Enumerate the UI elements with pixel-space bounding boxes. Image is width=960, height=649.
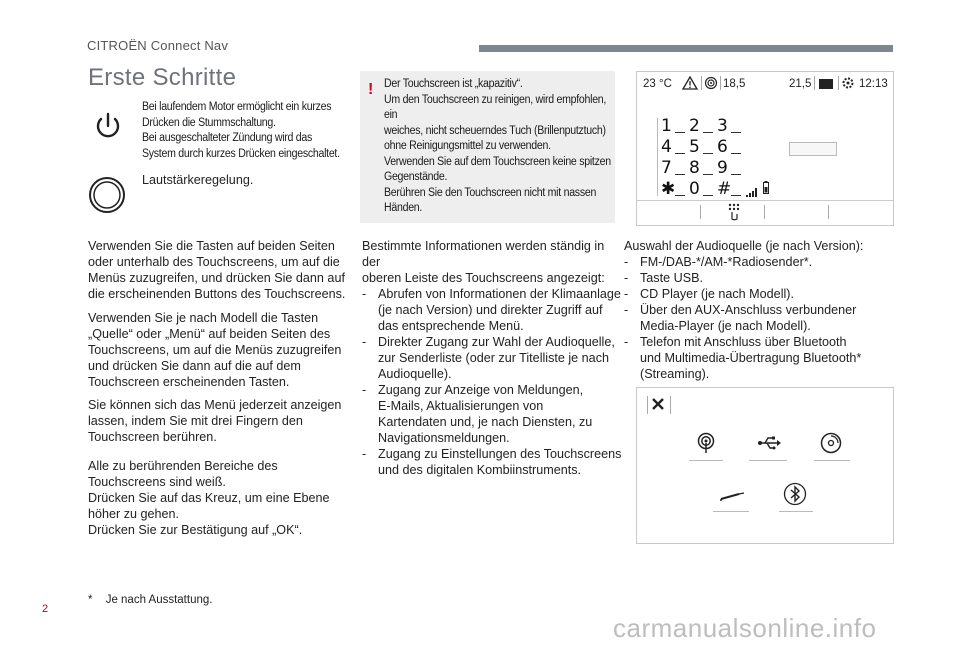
key-label: 9 xyxy=(717,158,728,178)
number-display-field xyxy=(789,142,837,156)
text-line: die erscheinenden Buttons des Touchscreens. xyxy=(88,287,346,301)
text-line: Telefon mit Anschluss über Bluetooth xyxy=(640,335,847,349)
clock: 12:13 xyxy=(859,78,888,90)
touchscreen-keypad-illustration xyxy=(636,71,894,226)
text-line: Verwenden Sie die Tasten auf beiden Seiten xyxy=(88,239,335,253)
warning-line: Gegenstände. xyxy=(384,171,448,183)
close-icon xyxy=(651,397,665,416)
text-line: Abrufen von Informationen der Klimaanlage xyxy=(378,287,621,301)
running-header: CITROËN Connect Nav xyxy=(87,38,229,53)
footnote-text: Je nach Ausstattung. xyxy=(105,594,213,606)
text-line: oberen Leiste des Touchscreens angezeigt: xyxy=(362,271,605,285)
radio-icon xyxy=(704,76,718,95)
key-2 xyxy=(689,116,700,136)
warning-line: Um den Touchscreen zu reinigen, wird empfohlen, ein xyxy=(384,93,607,121)
key-label: 0 xyxy=(689,179,700,199)
audio-source-list xyxy=(624,254,894,382)
list-item: - Telefon mit Anschluss über Bluetooth und Multimedia-Übertragung Bluetooth* (Streaming). xyxy=(624,334,894,382)
text-line: Über den AUX-Anschluss verbundener xyxy=(640,303,857,317)
warning-line: ohne Reinigungsmittel zu verwenden. xyxy=(384,140,551,152)
key-label: 8 xyxy=(689,158,700,178)
left-paragraph-1 xyxy=(88,238,350,302)
volume-label: Lautstärkeregelung. xyxy=(142,173,254,187)
volume-knob-icon xyxy=(88,176,126,214)
footnote-mark: * xyxy=(88,594,93,606)
text-line: Auswahl der Audioquelle (je nach Version): xyxy=(624,239,864,253)
text-line: Alle zu berührenden Bereiche des xyxy=(88,459,278,473)
power-line: Drücken die Stummschaltung. xyxy=(142,116,276,129)
cd-icon xyxy=(820,432,842,459)
touchscreen-source-illustration xyxy=(636,387,894,544)
text-line: Touchscreens, um auf die Menüs zuzugreifen xyxy=(88,343,342,357)
list-item: - Über den AUX-Anschluss verbundener Media-Player (je nach Modell). xyxy=(624,302,894,334)
text-line: Touchscreens sind weiß. xyxy=(88,475,226,489)
text-line: Drücken Sie auf das Kreuz, um eine Ebene xyxy=(88,491,330,505)
power-line: Bei ausgeschalteter Zündung wird das xyxy=(142,132,313,144)
page-title: Erste Schritte xyxy=(88,64,237,91)
icon-underline xyxy=(689,460,723,461)
key-star xyxy=(661,179,675,199)
key-label: 1 xyxy=(661,116,672,136)
temperature-value-left: 18,5 xyxy=(723,78,746,90)
bottom-separator xyxy=(700,205,701,219)
messages-icon xyxy=(818,77,834,95)
text-line: lassen, indem Sie mit drei Fingern den xyxy=(88,414,303,428)
text-line: Navigationsmeldungen. xyxy=(378,431,510,445)
radio-icon xyxy=(695,432,717,459)
list-item: - Taste USB. xyxy=(624,270,894,286)
key-3 xyxy=(717,116,728,136)
warning-line: Verwenden Sie auf dem Touchscreen keine spitzen xyxy=(384,155,611,168)
warning-icon: ! xyxy=(368,81,374,98)
text-line: Zugang zu Einstellungen des Touchscreens xyxy=(378,447,622,461)
text-line: Bestimmte Informationen werden ständig in der xyxy=(362,239,605,269)
footnote xyxy=(88,594,212,606)
phone-dialpad-icon xyxy=(727,203,741,226)
icon-underline xyxy=(814,460,850,461)
bottom-bar-divider xyxy=(637,200,893,201)
top-separator xyxy=(647,396,648,414)
key-1 xyxy=(661,116,672,136)
text-line: Verwenden Sie je nach Modell die Tasten xyxy=(88,311,319,325)
text-line: CD Player (je nach Modell). xyxy=(640,287,794,301)
status-bar-list xyxy=(362,286,624,478)
temperature-value-right: 21,5 xyxy=(789,78,812,90)
warning-text xyxy=(384,77,614,217)
key-label: 7 xyxy=(661,158,672,178)
warning-line: Händen. xyxy=(384,202,423,214)
left-paragraph-3 xyxy=(88,397,350,445)
bottom-separator xyxy=(828,205,829,219)
keypad-divider xyxy=(657,118,658,196)
text-line: „Quelle“ oder „Menü“ auf beiden Seiten des xyxy=(88,327,331,341)
key-9 xyxy=(717,158,728,178)
text-line: E-Mails, Aktualisierungen von xyxy=(378,399,544,413)
text-line: (je nach Version) und direkter Zugriff auf xyxy=(378,303,603,317)
status-separator xyxy=(720,76,721,90)
warning-line: weiches, nicht scheuerndes Tuch (Brillenputztuch) xyxy=(384,124,606,137)
key-8 xyxy=(689,158,700,178)
key-7 xyxy=(661,158,672,178)
status-separator xyxy=(814,76,815,90)
power-line: System durch kurzes Drücken eingeschaltet. xyxy=(142,147,340,160)
text-line: (Streaming). xyxy=(640,367,710,381)
key-4 xyxy=(661,137,672,157)
text-line: Touchscreen erscheinenden Tasten. xyxy=(88,375,290,389)
power-icon xyxy=(90,108,126,144)
text-line: Sie können sich das Menü jederzeit anzeigen xyxy=(88,398,342,412)
key-5 xyxy=(689,137,700,157)
warning-triangle-icon xyxy=(682,76,698,95)
key-label: 2 xyxy=(689,116,700,136)
aux-icon xyxy=(719,489,745,507)
left-paragraph-2 xyxy=(88,310,350,390)
settings-icon xyxy=(841,76,855,95)
power-line: Bei laufendem Motor ermöglicht ein kurzes xyxy=(142,101,332,113)
list-item: - CD Player (je nach Modell). xyxy=(624,286,894,302)
status-separator xyxy=(838,76,839,90)
list-item: - Direkter Zugang zur Wahl der Audioquelle, zur Senderliste (oder zur Titelliste je nach Audioquelle). xyxy=(362,334,624,382)
middle-column xyxy=(362,238,624,478)
top-separator xyxy=(670,396,671,414)
icon-underline xyxy=(779,511,813,512)
key-0 xyxy=(689,179,700,199)
battery-icon xyxy=(763,181,769,199)
text-line: Taste USB. xyxy=(640,271,703,285)
text-line: Audioquelle). xyxy=(378,367,452,381)
text-line: oder unterhalb des Touchscreens, um auf die xyxy=(88,255,340,269)
list-item: - FM-/DAB-*/AM-*Radiosender*. xyxy=(624,254,894,270)
key-6 xyxy=(717,137,728,157)
bluetooth-icon xyxy=(783,482,807,511)
text-line: und drücken Sie dann auf die auf dem xyxy=(88,359,301,373)
icon-underline xyxy=(749,460,787,461)
power-description xyxy=(142,100,354,162)
icon-underline xyxy=(713,511,749,512)
key-label: 5 xyxy=(689,137,700,157)
list-item: - Zugang zu Einstellungen des Touchscreens und des digitalen Kombiinstruments. xyxy=(362,446,624,478)
text-line: Zugang zur Anzeige von Meldungen, xyxy=(378,383,584,397)
text-line: Media-Player (je nach Modell). xyxy=(640,319,811,333)
page-number: 2 xyxy=(42,603,49,615)
text-line: Drücken Sie zur Bestätigung auf „OK“. xyxy=(88,523,303,537)
left-paragraph-4 xyxy=(88,458,350,538)
text-line: zur Senderliste (oder zur Titelliste je nach xyxy=(378,351,609,365)
text-line: und Multimedia-Übertragung Bluetooth* xyxy=(640,351,862,365)
key-label: 3 xyxy=(717,116,728,136)
text-line: Touchscreen berühren. xyxy=(88,430,217,444)
header-rule xyxy=(479,45,893,52)
key-hash xyxy=(717,179,731,199)
warning-line: Der Touchscreen ist „kapazitiv“. xyxy=(384,78,523,90)
text-line: Direkter Zugang zur Wahl der Audioquelle, xyxy=(378,335,615,349)
key-label: 6 xyxy=(717,137,728,157)
list-item: - Abrufen von Informationen der Klimaanlage (je nach Version) und direkter Zugriff auf das entsprechende Menü. xyxy=(362,286,624,334)
key-label: 4 xyxy=(661,137,672,157)
warning-box xyxy=(360,71,615,223)
text-line: Menüs zuzugreifen, und drücken Sie dann auf xyxy=(88,271,345,285)
text-line: und des digitalen Kombiinstruments. xyxy=(378,463,582,477)
text-line: höher zu gehen. xyxy=(88,507,180,521)
text-line: das entsprechende Menü. xyxy=(378,319,524,333)
temperature-left: 23 °C xyxy=(643,78,672,90)
watermark: carmanualsonline.info xyxy=(613,613,877,643)
right-column xyxy=(624,238,894,382)
usb-icon xyxy=(757,436,781,455)
key-label: ✱ xyxy=(661,179,676,199)
text-line: Kartendaten und, je nach Diensten, zu xyxy=(378,415,593,429)
list-item: - Zugang zur Anzeige von Meldungen, E-Mails, Aktualisierungen von Kartendaten und, je nach Diensten, zu Navigationsmeldungen. xyxy=(362,382,624,446)
warning-line: Berühren Sie den Touchscreen nicht mit nassen xyxy=(384,186,597,199)
text-line: FM-/DAB-*/AM-*Radiosender*. xyxy=(640,255,813,269)
key-label: # xyxy=(717,179,732,199)
bottom-separator xyxy=(764,205,765,219)
status-separator xyxy=(701,76,702,90)
